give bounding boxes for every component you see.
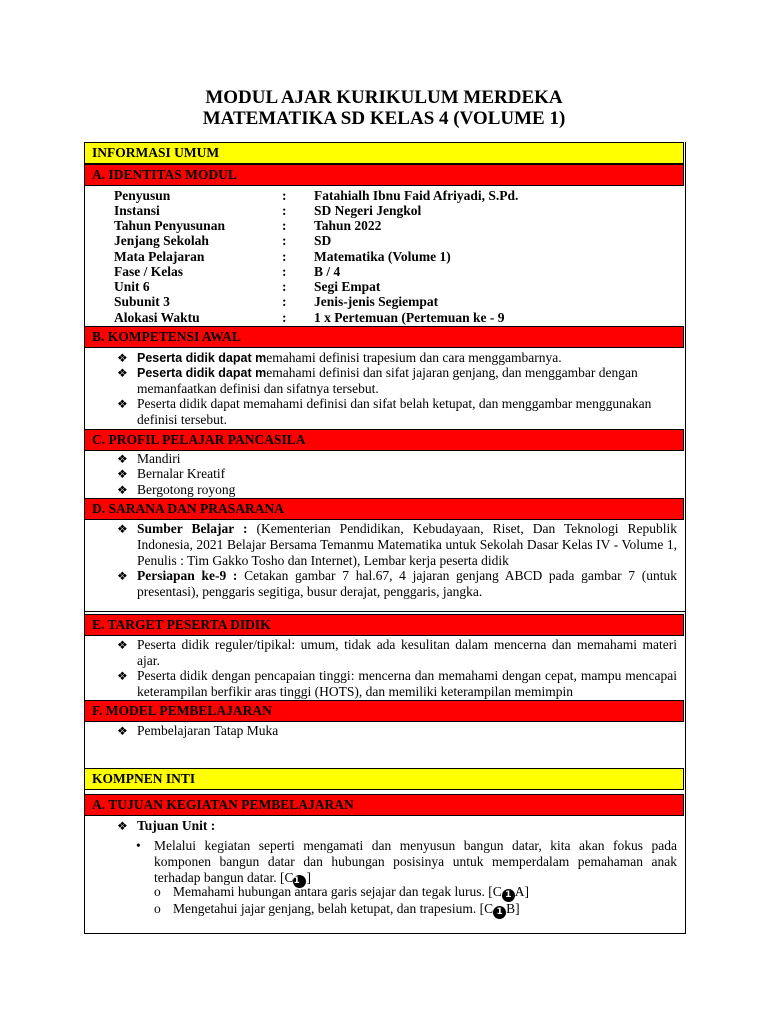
identitas-value: Segi Empat (314, 279, 381, 294)
identitas-colon: : (282, 279, 287, 294)
diamond-bullet-icon: ❖ (117, 467, 128, 481)
diamond-bullet-icon: ❖ (117, 397, 128, 411)
kompetensi-item: Peserta didik dapat memahami definisi dan sifat jajaran genjang, dan menggambar dengan memanfaatkan definisi dan sifatnya tersebut. (137, 365, 638, 396)
disc-bullet-icon: • (136, 838, 141, 853)
identitas-label: Mata Pelajaran (114, 249, 205, 264)
profil-item: Mandiri (137, 451, 181, 466)
document-title-line-1: MODUL AJAR KURIKULUM MERDEKA (205, 87, 563, 108)
diamond-bullet-icon: ❖ (117, 819, 128, 833)
identitas-colon: : (282, 294, 287, 309)
identitas-colon: : (282, 233, 287, 248)
diamond-bullet-icon: ❖ (117, 669, 128, 683)
target-item: Peserta didik reguler/tipikal: umum, tidak ada kesulitan dalam mencerna dan memahami materi ajar. (137, 637, 677, 668)
tujuan-main-text: Melalui kegiatan seperti mengamati dan menyusun bangun datar, kita akan fokus pada komponen bangun datar dan hubungan posisinya untuk memperdalam pemahaman anak terhadap bangun datar. [C1 ] (154, 838, 677, 886)
sarana-item: Persiapan ke-9 : Cetakan gambar 7 hal.67, 4 jajaran genjang ABCD pada gambar 7 (untuk presentasi), penggaris segitiga, busur derajat, penggaris, jangka. (137, 568, 678, 599)
circle-bullet-icon: o (154, 884, 161, 899)
document-title-line-2: MATEMATIKA SD KELAS 4 (VOLUME 1) (202, 108, 566, 129)
diamond-bullet-icon: ❖ (117, 569, 128, 583)
identitas-colon: : (282, 203, 287, 218)
identitas-label: Jenjang Sekolah (114, 233, 209, 248)
identitas-value: Fatahialh Ibnu Faid Afriyadi, S.Pd. (314, 188, 519, 203)
numbered-circle-icon: 1 (293, 875, 306, 888)
tujuan-unit-label: Tujuan Unit : (137, 818, 216, 833)
tujuan-sub-item: Memahami hubungan antara garis sejajar dan tegak lurus. [C 1 A] (173, 884, 530, 900)
identitas-label: Penyusun (114, 188, 171, 203)
diamond-bullet-icon: ❖ (117, 351, 128, 365)
kompetensi-item: Peserta didik dapat memahami definisi trapesium dan cara menggambarnya. (137, 350, 562, 365)
identitas-colon: : (282, 218, 287, 233)
diamond-bullet-icon: ❖ (117, 483, 128, 497)
identitas-value: B / 4 (314, 264, 341, 279)
identitas-colon: : (282, 249, 287, 264)
informasi-umum-header: INFORMASI UMUM (84, 142, 684, 164)
tujuan-kegiatan-header: A. TUJUAN KEGIATAN PEMBELAJARAN (84, 794, 684, 816)
identitas-value: SD Negeri Jengkol (314, 203, 422, 218)
kompetensi-item: Peserta didik dapat memahami definisi dan sifat belah ketupat, dan menggambar menggunakan definisi tersebut. (137, 396, 652, 427)
diamond-bullet-icon: ❖ (117, 724, 128, 738)
identitas-value: Jenis-jenis Segiempat (314, 294, 439, 309)
diamond-bullet-icon: ❖ (117, 638, 128, 652)
profil-pelajar-header: C. PROFIL PELAJAR PANCASILA (84, 429, 684, 451)
identitas-value: Tahun 2022 (314, 218, 382, 233)
tujuan-sub-item: Mengetahui jajar genjang, belah ketupat, dan trapesium. [C 1 B] (173, 901, 520, 917)
profil-item: Bergotong royong (137, 482, 236, 497)
diamond-bullet-icon: ❖ (117, 366, 128, 380)
identitas-colon: : (282, 310, 287, 325)
profil-item: Bernalar Kreatif (137, 466, 226, 481)
identitas-label: Instansi (114, 203, 160, 218)
identitas-colon: : (282, 264, 287, 279)
identitas-modul-header: A. IDENTITAS MODUL (84, 164, 684, 186)
identitas-label: Unit 6 (114, 279, 150, 294)
identitas-value: Matematika (Volume 1) (314, 249, 451, 264)
identitas-label: Alokasi Waktu (114, 310, 200, 325)
identitas-label: Subunit 3 (114, 294, 170, 309)
kompetensi-awal-header: B. KOMPETENSI AWAL (84, 326, 684, 348)
numbered-circle-icon: 1 (502, 889, 515, 902)
numbered-circle-icon: 1 (493, 906, 506, 919)
circle-bullet-icon: o (154, 901, 161, 916)
model-pembelajaran-header: F. MODEL PEMBELAJARAN (84, 700, 684, 722)
identitas-label: Tahun Penyusunan (114, 218, 225, 233)
sarana-prasarana-header: D. SARANA DAN PRASARANA (84, 498, 684, 520)
diamond-bullet-icon: ❖ (117, 522, 128, 536)
komponen-inti-header: KOMPNEN INTI (84, 768, 684, 790)
target-item: Peserta didik dengan pencapaian tinggi: mencerna dan memahami dengan cepat, mampu mencapai keterampilan berfikir aras tinggi (HOTS), dan memiliki keterampilan memimpin (137, 668, 677, 699)
identitas-label: Fase / Kelas (114, 264, 183, 279)
identitas-colon: : (282, 188, 287, 203)
sarana-item: Sumber Belajar : (Kementerian Pendidikan, Kebudayaan, Riset, Dan Teknologi Republik Indonesia, 2021 Belajar Bersama Temanmu Matematika untuk Sekolah Dasar Kelas IV - Volume 1, Penulis : Tim Gakko Tosho dan Internet), Lembar kerja peserta didik (137, 521, 678, 568)
identitas-value: SD (314, 233, 332, 248)
model-item: Pembelajaran Tatap Muka (137, 723, 279, 738)
target-peserta-header: E. TARGET PESERTA DIDIK (84, 614, 684, 636)
diamond-bullet-icon: ❖ (117, 452, 128, 466)
identitas-value: 1 x Pertemuan (Pertemuan ke - 9 (314, 310, 505, 325)
